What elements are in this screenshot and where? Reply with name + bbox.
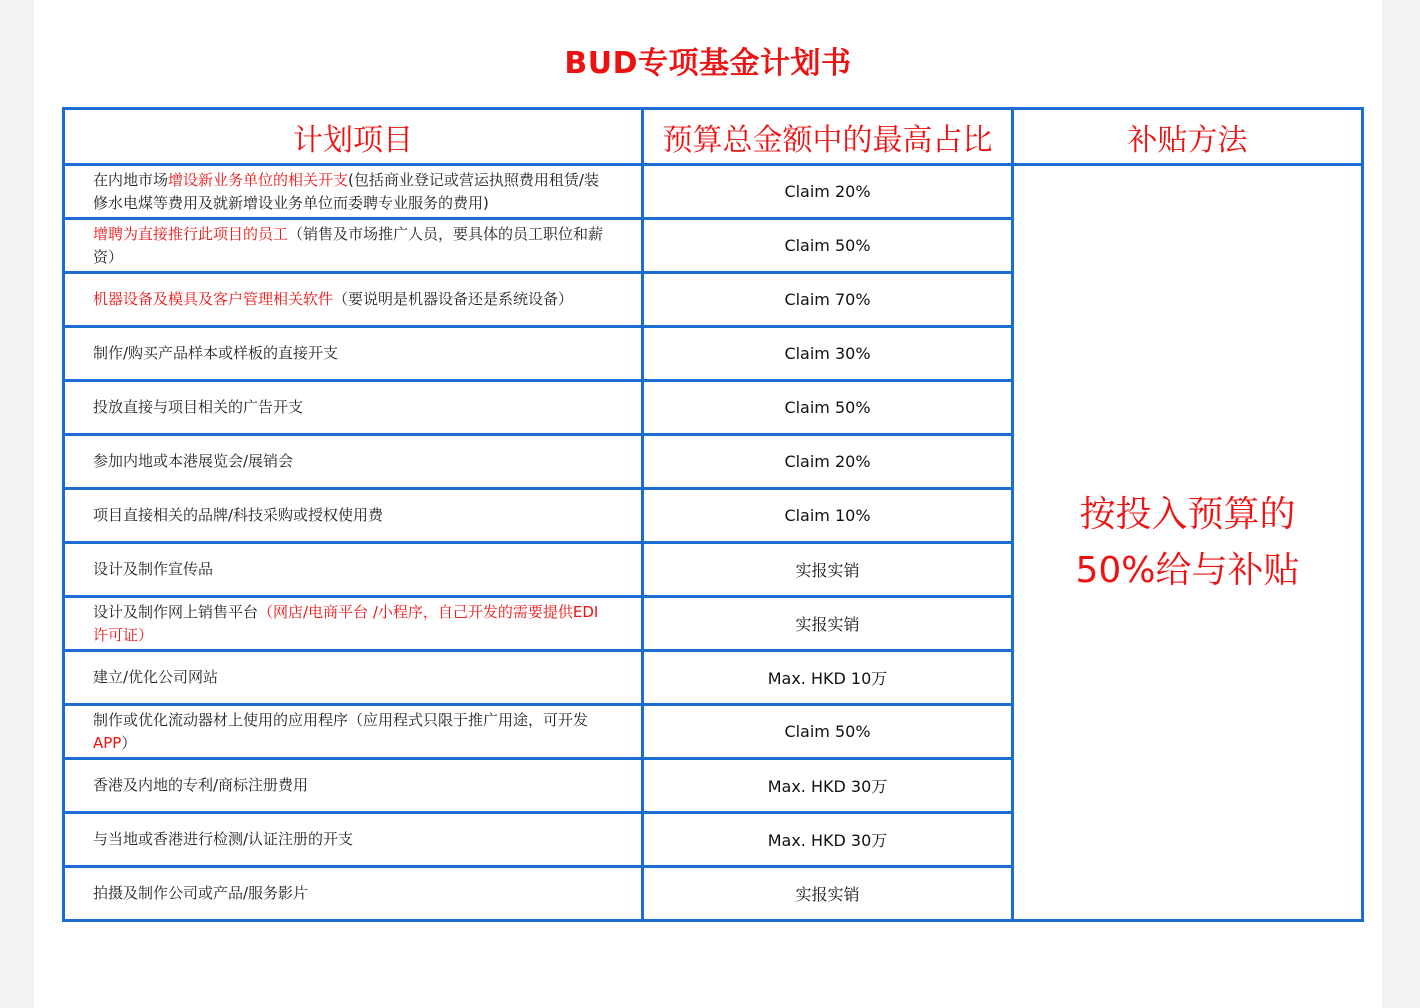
item-text: 设计及制作网上销售平台 — [93, 602, 259, 621]
table-row — [64, 165, 1363, 219]
plan-item-cell — [64, 867, 643, 921]
plan-item-cell — [64, 543, 643, 597]
ratio-cell: Claim 10% — [643, 489, 1013, 543]
item-text-extra: (包括商业登记或营运执照费用租赁/装修水电煤等费用及就新增设业务单位而委聘专业服务的费用) — [93, 170, 599, 212]
ratio-cell: Claim 50% — [643, 219, 1013, 273]
ratio-cell: Claim 50% — [643, 381, 1013, 435]
plan-item-cell — [64, 273, 643, 327]
item-text-extra: （要说明是机器设备还是系统设备） — [333, 290, 574, 308]
item-text: 设计及制作宣传品 — [93, 560, 214, 578]
item-text: 与当地或香港进行检测/认证注册的开支 — [93, 830, 354, 848]
item-text: 拍摄及制作公司或产品/服务影片 — [93, 884, 309, 902]
item-highlight: APP — [93, 733, 122, 752]
item-highlight: 增聘为直接推行此项目的员工 — [93, 224, 289, 243]
table-header-row — [64, 109, 1363, 165]
page-title: BUD专项基金计划书 — [564, 46, 852, 81]
plan-item-cell — [64, 759, 643, 813]
item-text: 制作或优化流动器材上使用的应用程序（应用程式只限于推广用途，可开发 — [93, 710, 589, 729]
item-text: 建立/优化公司网站 — [93, 668, 219, 686]
plan-item-cell — [64, 219, 643, 273]
ratio-cell: Claim 70% — [643, 273, 1013, 327]
ratio-cell: Claim 20% — [643, 165, 1013, 219]
item-text: 制作/购买产品样本或样板的直接开支 — [93, 344, 339, 362]
ratio-cell: Max. HKD 30万 — [643, 813, 1013, 867]
header-plan-item: 计划项目 — [64, 109, 643, 165]
ratio-cell: Max. HKD 10万 — [643, 651, 1013, 705]
item-highlight: 增设新业务单位的相关开支 — [168, 170, 349, 189]
item-text-extra: ） — [121, 733, 137, 752]
plan-item-cell — [64, 327, 643, 381]
item-highlight: 机器设备及模具及客户管理相关软件 — [93, 290, 334, 308]
item-text: 香港及内地的专利/商标注册费用 — [93, 776, 309, 794]
plan-item-cell — [64, 165, 643, 219]
item-highlight: （网店/电商平台 /小程序，自己开发的需要提供EDI许可证） — [93, 602, 599, 644]
ratio-cell: Claim 30% — [643, 327, 1013, 381]
plan-item-cell — [64, 813, 643, 867]
ratio-cell: Max. HKD 30万 — [643, 759, 1013, 813]
ratio-cell: Claim 20% — [643, 435, 1013, 489]
header-subsidy-method: 补贴方法 — [1013, 109, 1363, 165]
subsidy-method-cell — [1013, 165, 1363, 921]
document-sheet — [34, 0, 1382, 1008]
ratio-cell: 实报实销 — [643, 867, 1013, 921]
header-max-ratio: 预算总金额中的最高占比 — [643, 109, 1013, 165]
item-text: 项目直接相关的品牌/科技采购或授权使用费 — [93, 506, 384, 524]
plan-item-cell — [64, 489, 643, 543]
method-line-1: 按投入预算的 — [1079, 493, 1296, 535]
plan-item-cell — [64, 435, 643, 489]
plan-item-cell — [64, 651, 643, 705]
plan-item-cell — [64, 381, 643, 435]
plan-item-cell — [64, 597, 643, 651]
item-text: 投放直接与项目相关的广告开支 — [93, 398, 304, 416]
method-line-2: 50%给与补贴 — [1075, 549, 1300, 591]
item-text: 在内地市场 — [93, 170, 169, 189]
item-text-extra: （销售及市场推广人员，要具体的员工职位和薪资） — [93, 224, 604, 266]
plan-item-cell — [64, 705, 643, 759]
plan-table — [62, 107, 1364, 922]
item-text: 参加内地或本港展览会/展销会 — [93, 452, 294, 470]
ratio-cell: Claim 50% — [643, 705, 1013, 759]
ratio-cell: 实报实销 — [643, 597, 1013, 651]
ratio-cell: 实报实销 — [643, 543, 1013, 597]
